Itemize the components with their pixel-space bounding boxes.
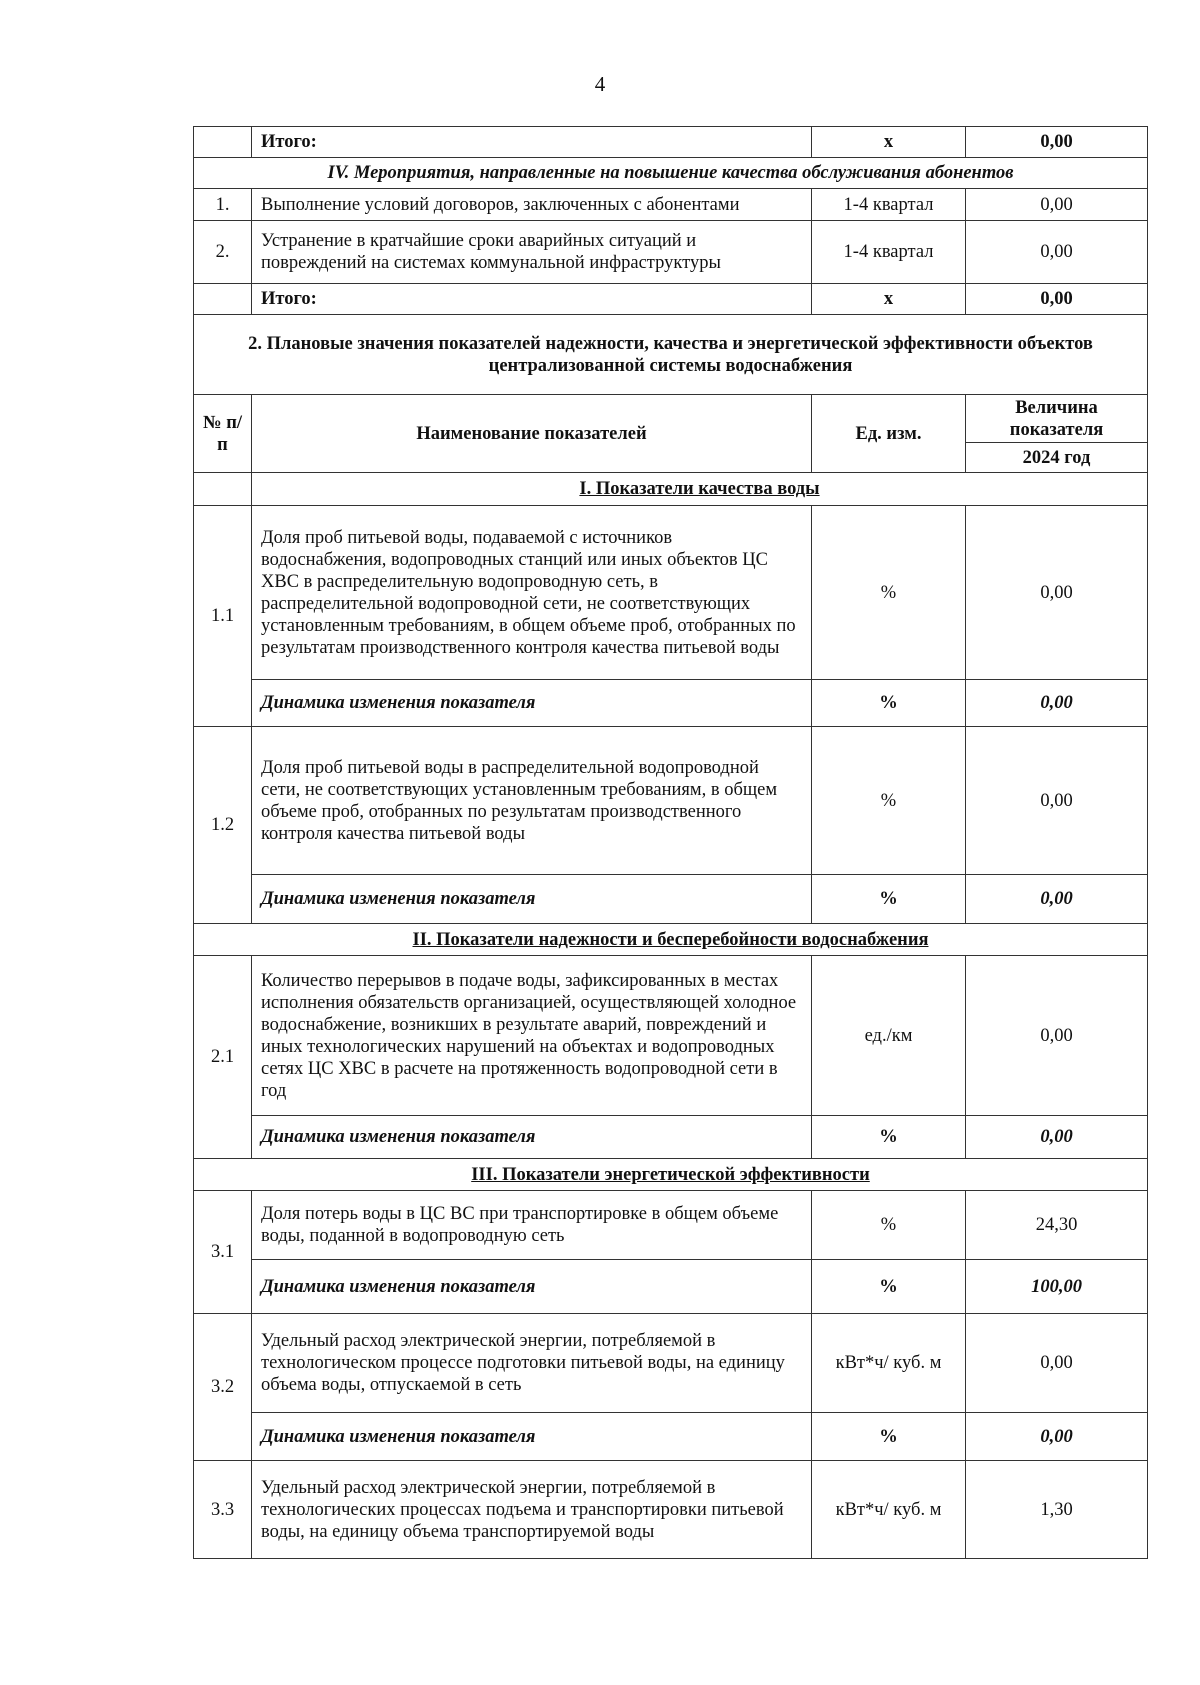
row-value: 0,00 xyxy=(966,221,1148,284)
row-name: Удельный расход электрической энергии, потребляемой в технологическом процессе подготовки питьевой воды, на единицу объема воды, отпускаемой в сеть xyxy=(252,1314,812,1413)
header-number: № п/п xyxy=(194,395,252,473)
dynamics-row xyxy=(194,1260,1148,1314)
row-period: 1-4 квартал xyxy=(812,221,966,284)
row-value: 0,00 xyxy=(966,506,1148,680)
total-value: 0,00 xyxy=(966,127,1148,158)
header-value: Величина показателя xyxy=(966,395,1148,443)
row-unit: % xyxy=(812,506,966,680)
row-number: 3.2 xyxy=(194,1314,252,1461)
total-label: Итого: xyxy=(252,127,812,158)
row-unit: кВт*ч/ куб. м xyxy=(812,1461,966,1559)
table-row xyxy=(194,727,1148,875)
section-iv-title: IV. Мероприятия, направленные на повышение качества обслуживания абонентов xyxy=(194,158,1148,189)
table-header-row xyxy=(194,395,1148,443)
row-unit: % xyxy=(812,1191,966,1260)
row-value: 0,00 xyxy=(966,727,1148,875)
dynamics-label: Динамика изменения показателя xyxy=(252,1413,812,1461)
dynamics-row xyxy=(194,875,1148,924)
dynamics-label: Динамика изменения показателя xyxy=(252,1260,812,1314)
dynamics-value: 0,00 xyxy=(966,1116,1148,1159)
row-value: 0,00 xyxy=(966,1314,1148,1413)
group-title: II. Показатели надежности и бесперебойности водоснабжения xyxy=(412,929,929,950)
indicators-table xyxy=(193,126,1148,1559)
group-title: I. Показатели качества воды xyxy=(579,479,820,499)
dynamics-value: 0,00 xyxy=(966,875,1148,924)
section-heading-row xyxy=(194,158,1148,189)
row-number: 3.1 xyxy=(194,1191,252,1314)
group-heading-row xyxy=(194,473,1148,506)
section-2-title: 2. Плановые значения показателей надежности, качества и энергетической эффективности объектов централизованной системы водоснабжения xyxy=(194,315,1148,395)
table-row xyxy=(194,221,1148,284)
dynamics-unit: % xyxy=(812,680,966,727)
row-name: Количество перерывов в подаче воды, зафиксированных в местах исполнения обязательств организацией, осуществляющей холодное водоснабжение, возникших в результате аварий, повреждений и иных технологических нарушений на объектах и водопроводных сетях ЦС ХВС в расчете на протяженность водопроводной сети в год xyxy=(252,956,812,1116)
row-number: 2.1 xyxy=(194,956,252,1159)
dynamics-unit: % xyxy=(812,1413,966,1461)
dynamics-unit: % xyxy=(812,1116,966,1159)
row-name: Устранение в кратчайшие сроки аварийных ситуаций и повреждений на системах коммунальной инфраструктуры xyxy=(252,221,812,284)
dynamics-row xyxy=(194,680,1148,727)
row-number: 1. xyxy=(194,189,252,221)
total-label: Итого: xyxy=(252,284,812,315)
table-row xyxy=(194,1461,1148,1559)
total-unit: х xyxy=(812,127,966,158)
row-value: 0,00 xyxy=(966,956,1148,1116)
row-unit: кВт*ч/ куб. м xyxy=(812,1314,966,1413)
total-row xyxy=(194,127,1148,158)
page-number: 4 xyxy=(594,72,606,96)
total-unit: х xyxy=(812,284,966,315)
row-name: Доля проб питьевой воды, подаваемой с источников водоснабжения, водопроводных станций или иных объектов ЦС ХВС в распределительную водопроводную сеть, в распределительной водопроводной сети, не соответствующих установленным требованиям, в общем объеме проб, отобранных по результатам производственного контроля качества питьевой воды xyxy=(252,506,812,680)
dynamics-row xyxy=(194,1116,1148,1159)
row-number: 2. xyxy=(194,221,252,284)
row-number: 1.2 xyxy=(194,727,252,924)
group-heading-row xyxy=(194,1159,1148,1191)
total-value: 0,00 xyxy=(966,284,1148,315)
row-name: Доля проб питьевой воды в распределительной водопроводной сети, не соответствующих установленным требованиям, в общем объеме проб, отобранных по результатам производственного контроля качества питьевой воды xyxy=(252,727,812,875)
row-value: 24,30 xyxy=(966,1191,1148,1260)
header-unit: Ед. изм. xyxy=(812,395,966,473)
table-row xyxy=(194,1191,1148,1260)
table-row xyxy=(194,189,1148,221)
group-title: III. Показатели энергетической эффективности xyxy=(471,1164,870,1185)
dynamics-unit: % xyxy=(812,1260,966,1314)
table-row xyxy=(194,1314,1148,1413)
row-name: Доля потерь воды в ЦС ВС при транспортировке в общем объеме воды, поданной в водопроводную сеть xyxy=(252,1191,812,1260)
row-name: Удельный расход электрической энергии, потребляемой в технологических процессах подъема и транспортировки питьевой воды, на единицу объема транспортируемой воды xyxy=(252,1461,812,1559)
dynamics-label: Динамика изменения показателя xyxy=(252,875,812,924)
group-heading-row xyxy=(194,924,1148,956)
section-heading-row xyxy=(194,315,1148,395)
row-number: 1.1 xyxy=(194,506,252,727)
dynamics-unit: % xyxy=(812,875,966,924)
row-name: Выполнение условий договоров, заключенных с абонентами xyxy=(252,189,812,221)
dynamics-value: 0,00 xyxy=(966,680,1148,727)
row-value: 0,00 xyxy=(966,189,1148,221)
row-unit: % xyxy=(812,727,966,875)
row-number: 3.3 xyxy=(194,1461,252,1559)
header-year: 2024 год xyxy=(966,443,1148,473)
total-row xyxy=(194,284,1148,315)
dynamics-value: 0,00 xyxy=(966,1413,1148,1461)
dynamics-row xyxy=(194,1413,1148,1461)
row-period: 1-4 квартал xyxy=(812,189,966,221)
row-unit: ед./км xyxy=(812,956,966,1116)
header-name: Наименование показателей xyxy=(252,395,812,473)
dynamics-label: Динамика изменения показателя xyxy=(252,680,812,727)
dynamics-value: 100,00 xyxy=(966,1260,1148,1314)
table-row xyxy=(194,506,1148,680)
dynamics-label: Динамика изменения показателя xyxy=(252,1116,812,1159)
table-row xyxy=(194,956,1148,1116)
row-value: 1,30 xyxy=(966,1461,1148,1559)
